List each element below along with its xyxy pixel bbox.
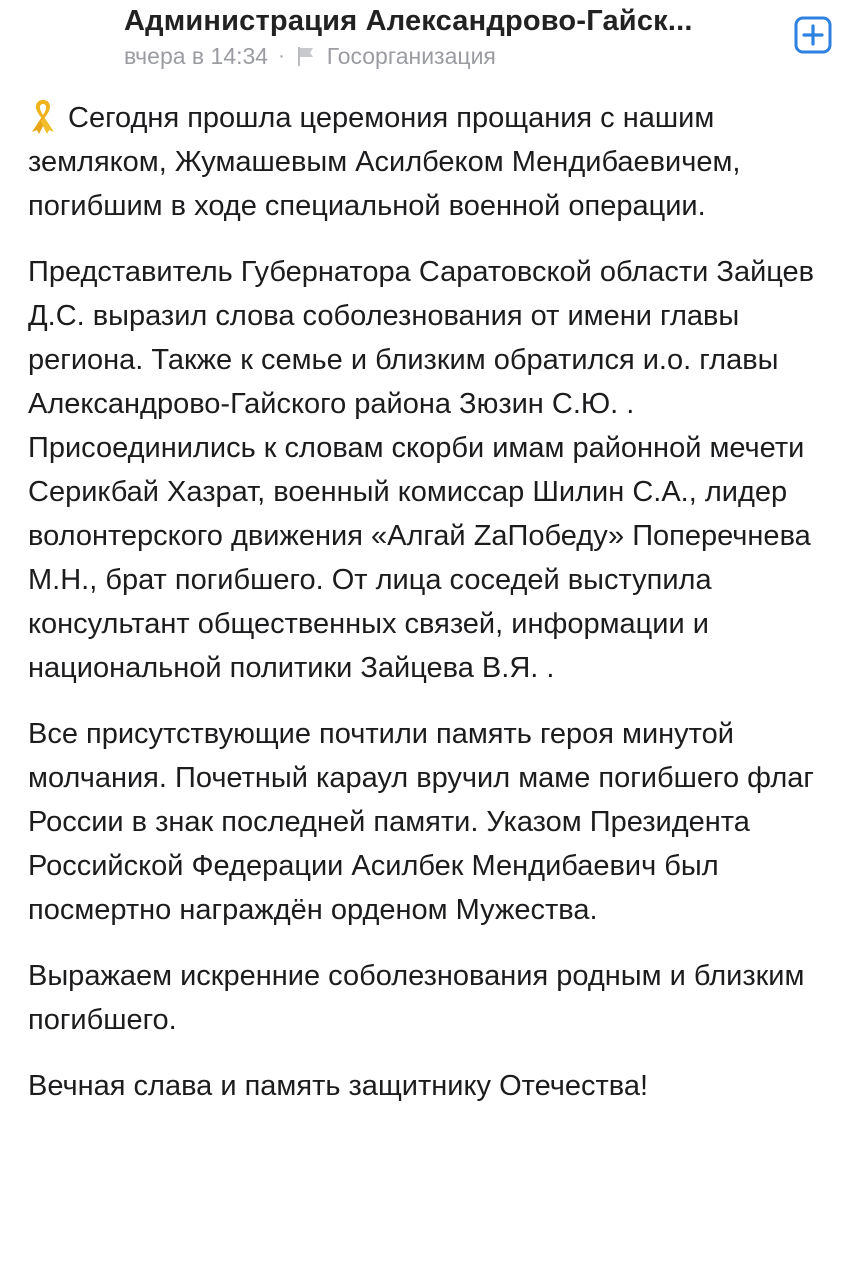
meta-separator: ·	[278, 44, 285, 67]
post-text	[28, 96, 834, 1130]
post-header	[0, 0, 854, 80]
plus-square-icon[interactable]	[794, 16, 832, 54]
community-title[interactable]: Администрация Александрово-Гайск...	[124, 5, 693, 37]
post-paragraph-3: Все присутствующие почтили память героя минутой молчания. Почетный караул вручил маме погибшего флаг России в знак последней памяти. Указом Президента Российской Федерации Асилбек Мендибаевич был посмертно награждён орденом Мужества.	[28, 718, 814, 926]
post-paragraph-2: Представитель Губернатора Саратовской области Зайцев Д.С. выразил слова соболезнования от имени главы региона. Также к семье и близким обратился и.о. главы Александрово-Гайского района Зюзин С.Ю. . Присоединились к словам скорби имам районной мечети Серикбай Хазрат, военный комиссар Шилин С.А., лидер волонтерского движения «Алгай ZаПобеду» Поперечнева М.Н., брат погибшего. От лица соседей выступила консультант общественных связей, информации и национальной политики Зайцева В.Я. .	[28, 256, 815, 684]
post-paragraph-4: Выражаем искренние соболезнования родным и близким погибшего.	[28, 960, 805, 1036]
post-paragraph-5: Вечная слава и память защитнику Отечества!	[28, 1070, 649, 1102]
post-timestamp[interactable]: вчера в 14:34	[124, 42, 269, 69]
post-paragraph-1: Сегодня прошла церемония прощания с нашим земляком, Жумашевым Асилбеком Мендибаевичем, погибшим в ходе специальной военной операции.	[28, 96, 834, 228]
yellow-ribbon-icon	[28, 97, 58, 135]
post-meta	[124, 41, 496, 71]
flag-icon	[295, 45, 317, 67]
community-category: Госорганизация	[326, 42, 496, 69]
